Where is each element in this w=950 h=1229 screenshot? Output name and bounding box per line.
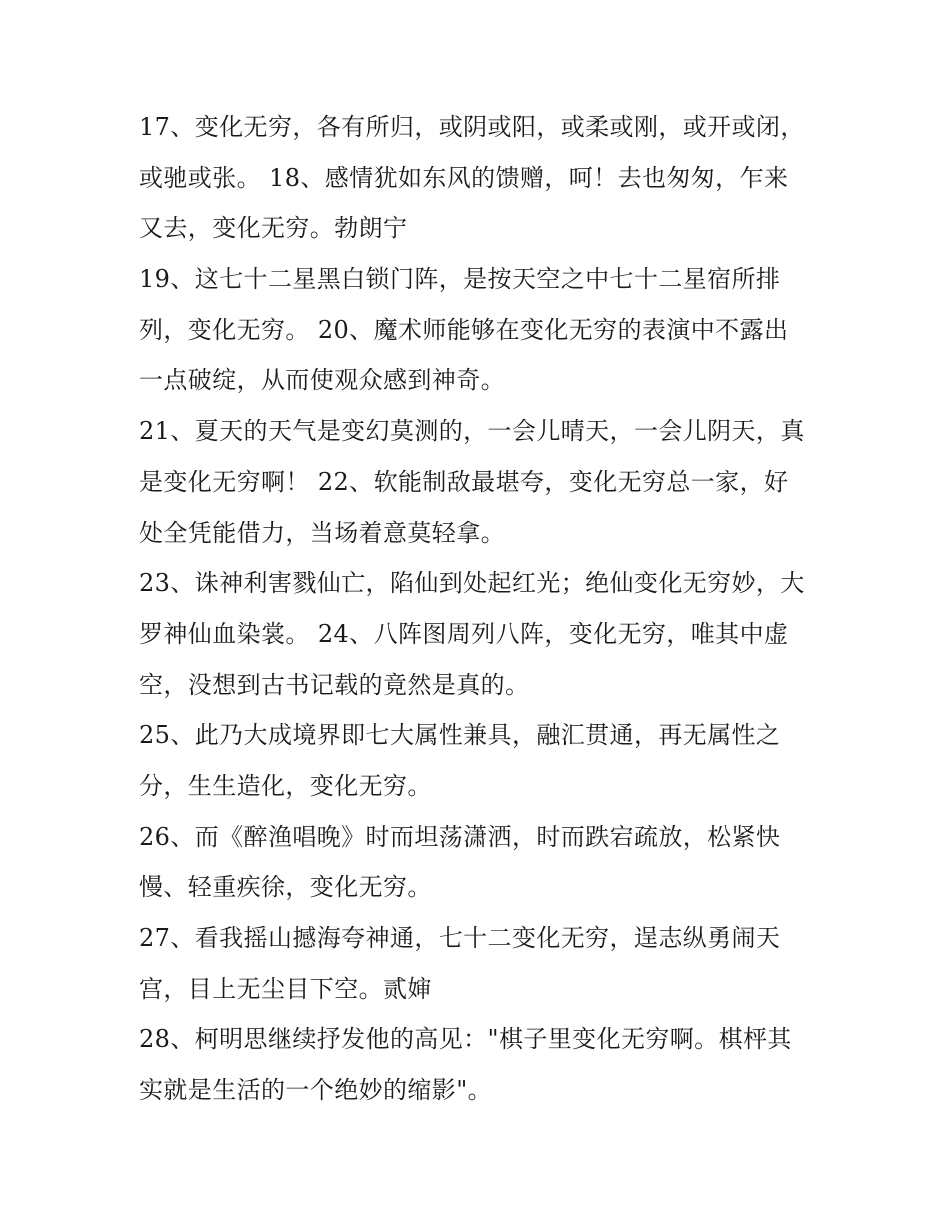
text-line: 26、而《醉渔唱晚》时而坦荡潇洒，时而跌宕疏放，松紧快 xyxy=(139,822,781,851)
text-line: 罗神仙血染裳。 24、八阵图周列八阵，变化无穷，唯其中虚 xyxy=(139,619,789,648)
text-line: 25、此乃大成境界即七大属性兼具，融汇贯通，再无属性之 xyxy=(139,721,781,750)
text-line: 宫，目上无尘目下空。贰婶 xyxy=(139,974,432,1003)
text-line: 17、变化无穷，各有所归，或阴或阳，或柔或刚，或开或闭， xyxy=(139,113,805,141)
text-line: 27、看我摇山撼海夸神通，七十二变化无穷，逞志纵勇闹天 xyxy=(139,924,781,952)
text-line: 19、这七十二星黑白锁门阵，是按天空之中七十二星宿所排 xyxy=(139,265,781,294)
text-line: 列，变化无穷。 20、魔术师能够在变化无穷的表演中不露出 xyxy=(139,315,789,344)
text-line: 分，生生造化，变化无穷。 xyxy=(139,771,432,800)
text-line: 实就是生活的一个绝妙的缩影"。 xyxy=(139,1076,493,1105)
text-line: 慢、轻重疾徐，变化无穷。 xyxy=(139,873,432,902)
text-line: 23、诛神利害戮仙亡，陷仙到处起红光；绝仙变化无穷妙，大 xyxy=(139,569,805,598)
document-body xyxy=(139,102,829,1116)
text-line: 处全凭能借力，当场着意莫轻拿。 xyxy=(139,518,505,547)
text-line: 是变化无穷啊！ 22、软能制敌最堪夸，变化无穷总一家，好 xyxy=(139,467,789,496)
text-line: 21、夏天的天气是变幻莫测的，一会儿晴天，一会儿阴天，真 xyxy=(139,417,805,446)
text-line: 空，没想到古书记载的竟然是真的。 xyxy=(139,670,530,699)
text-line: 28、柯明思继续抒发他的高见："棋子里变化无穷啊。棋枰其 xyxy=(139,1025,792,1054)
text-line: 又去，变化无穷。勃朗宁 xyxy=(139,214,408,243)
text-line: 一点破绽，从而使观众感到神奇。 xyxy=(139,366,505,395)
text-line: 或驰或张。 18、感情犹如东风的馈赠，呵！去也匆匆，乍来 xyxy=(139,163,789,192)
